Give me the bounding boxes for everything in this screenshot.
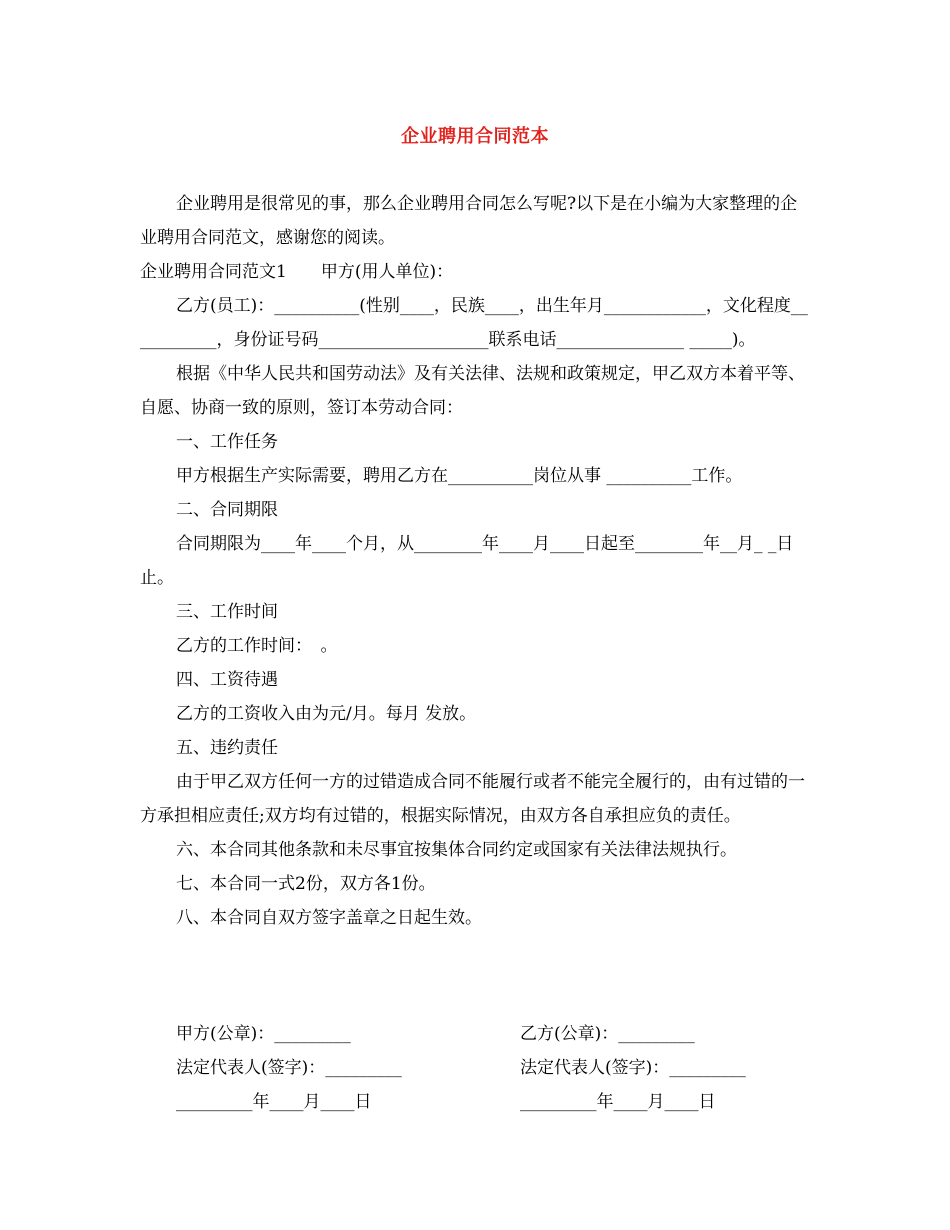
party-b-seal: 乙方(公章)：_________ [520, 1024, 695, 1044]
section-1-body: 甲方根据生产实际需要，聘用乙方在__________岗位从事 __________工作。 [176, 466, 743, 486]
section-3-body: 乙方的工作时间： 。 [176, 636, 338, 656]
section-4-title: 四、工资待遇 [176, 670, 278, 690]
section-3-title: 三、工作时间 [176, 602, 278, 622]
contract-heading-1: 企业聘用合同范文1 甲方(用人单位)： [140, 262, 454, 282]
section-1-title: 一、工作任务 [176, 432, 278, 452]
party-a-seal: 甲方(公章)：_________ [176, 1024, 351, 1044]
document-title: 企业聘用合同范本 [401, 126, 549, 147]
section-8: 八、本合同自双方签字盖章之日起生效。 [176, 908, 482, 928]
section-2-title: 二、合同期限 [176, 500, 278, 520]
party-b-date: _________年____月____日 [520, 1092, 716, 1112]
party-a-representative: 法定代表人(签字)：_________ [176, 1058, 402, 1078]
intro-paragraph: 企业聘用是很常见的事，那么企业聘用合同怎么写呢?以下是在小编为大家整理的企业聘用合同范文，感谢您的阅读。 [140, 194, 798, 248]
party-a-date: _________年____月____日 [176, 1092, 372, 1112]
document-body [140, 187, 812, 935]
section-7: 七、本合同一式2份，双方各1份。 [176, 874, 436, 894]
section-2-body: 合同期限为____年____个月，从________年____月____日起至________年__月_ _日止。 [140, 534, 794, 588]
section-5-body: 由于甲乙双方任何一方的过错造成合同不能履行或者不能完全履行的，由有过错的一方承担相应责任;双方均有过错的，根据实际情况，由双方各自承担应负的责任。 [140, 772, 805, 826]
section-4-body: 乙方的工资收入由为元/月。每月 发放。 [176, 704, 477, 724]
section-6: 六、本合同其他条款和未尽事宜按集体合同约定或国家有关法律法规执行。 [176, 840, 737, 860]
section-5-title: 五、违约责任 [176, 738, 278, 758]
party-b-info: 乙方(员工)：__________(性别____，民族____，出生年月____________，文化程度___________，身份证号码____________________联系电话_______________ _____)。 [140, 296, 808, 350]
party-b-representative: 法定代表人(签字)：_________ [520, 1058, 746, 1078]
basis-paragraph: 根据《中华人民共和国劳动法》及有关法律、法规和政策规定，甲乙双方本着平等、自愿、协商一致的原则，签订本劳动合同： [140, 364, 805, 418]
